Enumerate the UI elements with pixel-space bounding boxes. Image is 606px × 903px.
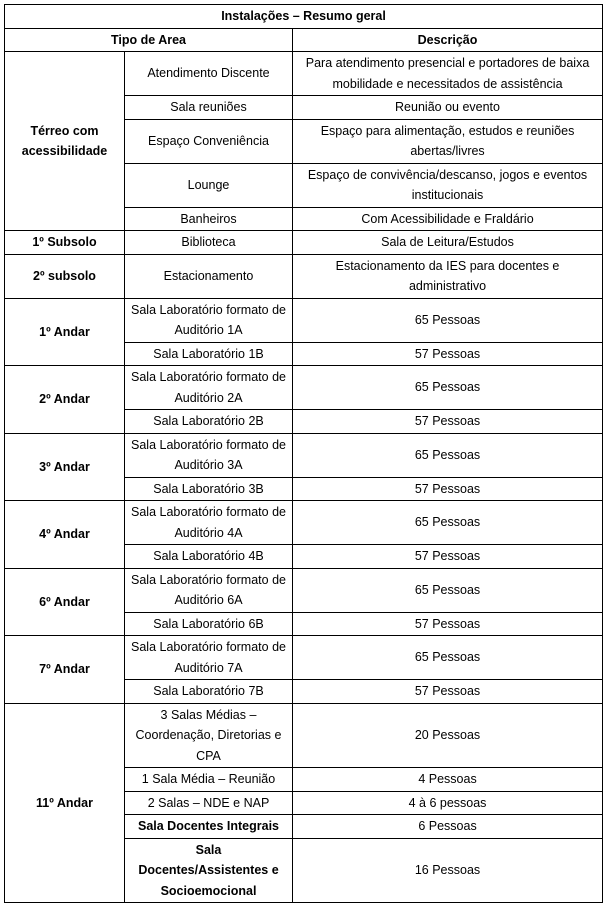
header-row [5,28,603,52]
facilities-summary-table [4,4,603,903]
description-cell: Sala de Leitura/Estudos [293,231,603,255]
area-cell: Biblioteca [125,231,293,255]
area-cell: Sala Laboratório formato de Auditório 6A [125,568,293,612]
table-row [5,366,603,410]
area-cell: Sala Laboratório 3B [125,477,293,501]
area-cell: Sala Laboratório 4B [125,545,293,569]
area-cell: Sala reuniões [125,96,293,120]
table-row [5,568,603,612]
area-cell: Sala Laboratório formato de Auditório 7A [125,636,293,680]
area-cell: 1 Sala Média – Reunião [125,768,293,792]
table-title: Instalações – Resumo geral [5,5,603,29]
floor-cell: 6º Andar [5,568,125,636]
description-cell: 65 Pessoas [293,501,603,545]
table-row [5,501,603,545]
description-cell: Espaço para alimentação, estudos e reuniões abertas/livres [293,119,603,163]
area-cell: Banheiros [125,207,293,231]
floor-cell: Térreo com acessibilidade [5,52,125,231]
area-cell: Sala Laboratório formato de Auditório 2A [125,366,293,410]
area-cell: Estacionamento [125,254,293,298]
area-cell: Sala Laboratório formato de Auditório 4A [125,501,293,545]
description-cell: 16 Pessoas [293,838,603,903]
floor-cell: 4º Andar [5,501,125,569]
header-area: Tipo de Area [5,28,293,52]
table-body [5,52,603,903]
floor-cell: 2º subsolo [5,254,125,298]
table-row [5,636,603,680]
description-cell: 57 Pessoas [293,680,603,704]
description-cell: 57 Pessoas [293,410,603,434]
table-row [5,703,603,768]
table-row [5,231,603,255]
description-cell: 65 Pessoas [293,636,603,680]
table-row [5,298,603,342]
floor-cell: 7º Andar [5,636,125,704]
table-row [5,254,603,298]
description-cell: 65 Pessoas [293,366,603,410]
description-cell: 20 Pessoas [293,703,603,768]
area-cell: Sala Docentes Integrais [125,815,293,839]
area-cell: Sala Docentes/Assistentes e Socioemocional [125,838,293,903]
table-row [5,52,603,96]
description-cell: Reunião ou evento [293,96,603,120]
area-cell: 3 Salas Médias – Coordenação, Diretorias e CPA [125,703,293,768]
description-cell: 65 Pessoas [293,298,603,342]
description-cell: 57 Pessoas [293,477,603,501]
area-cell: Sala Laboratório 2B [125,410,293,434]
area-cell: Sala Laboratório formato de Auditório 3A [125,433,293,477]
description-cell: 65 Pessoas [293,568,603,612]
area-cell: Lounge [125,163,293,207]
floor-cell: 11º Andar [5,703,125,903]
description-cell: Para atendimento presencial e portadores de baixa mobilidade e necessitados de assistência [293,52,603,96]
area-cell: Atendimento Discente [125,52,293,96]
description-cell: Espaço de convivência/descanso, jogos e eventos institucionais [293,163,603,207]
header-description: Descrição [293,28,603,52]
floor-cell: 1º Andar [5,298,125,366]
area-cell: Sala Laboratório 7B [125,680,293,704]
title-row [5,5,603,29]
area-cell: Espaço Conveniência [125,119,293,163]
description-cell: 57 Pessoas [293,612,603,636]
description-cell: 57 Pessoas [293,545,603,569]
description-cell: 65 Pessoas [293,433,603,477]
description-cell: Com Acessibilidade e Fraldário [293,207,603,231]
floor-cell: 1º Subsolo [5,231,125,255]
description-cell: 4 à 6 pessoas [293,791,603,815]
floor-cell: 3º Andar [5,433,125,501]
area-cell: 2 Salas – NDE e NAP [125,791,293,815]
description-cell: 4 Pessoas [293,768,603,792]
description-cell: Estacionamento da IES para docentes e administrativo [293,254,603,298]
area-cell: Sala Laboratório formato de Auditório 1A [125,298,293,342]
description-cell: 57 Pessoas [293,342,603,366]
floor-cell: 2º Andar [5,366,125,434]
area-cell: Sala Laboratório 6B [125,612,293,636]
area-cell: Sala Laboratório 1B [125,342,293,366]
description-cell: 6 Pessoas [293,815,603,839]
table-row [5,433,603,477]
